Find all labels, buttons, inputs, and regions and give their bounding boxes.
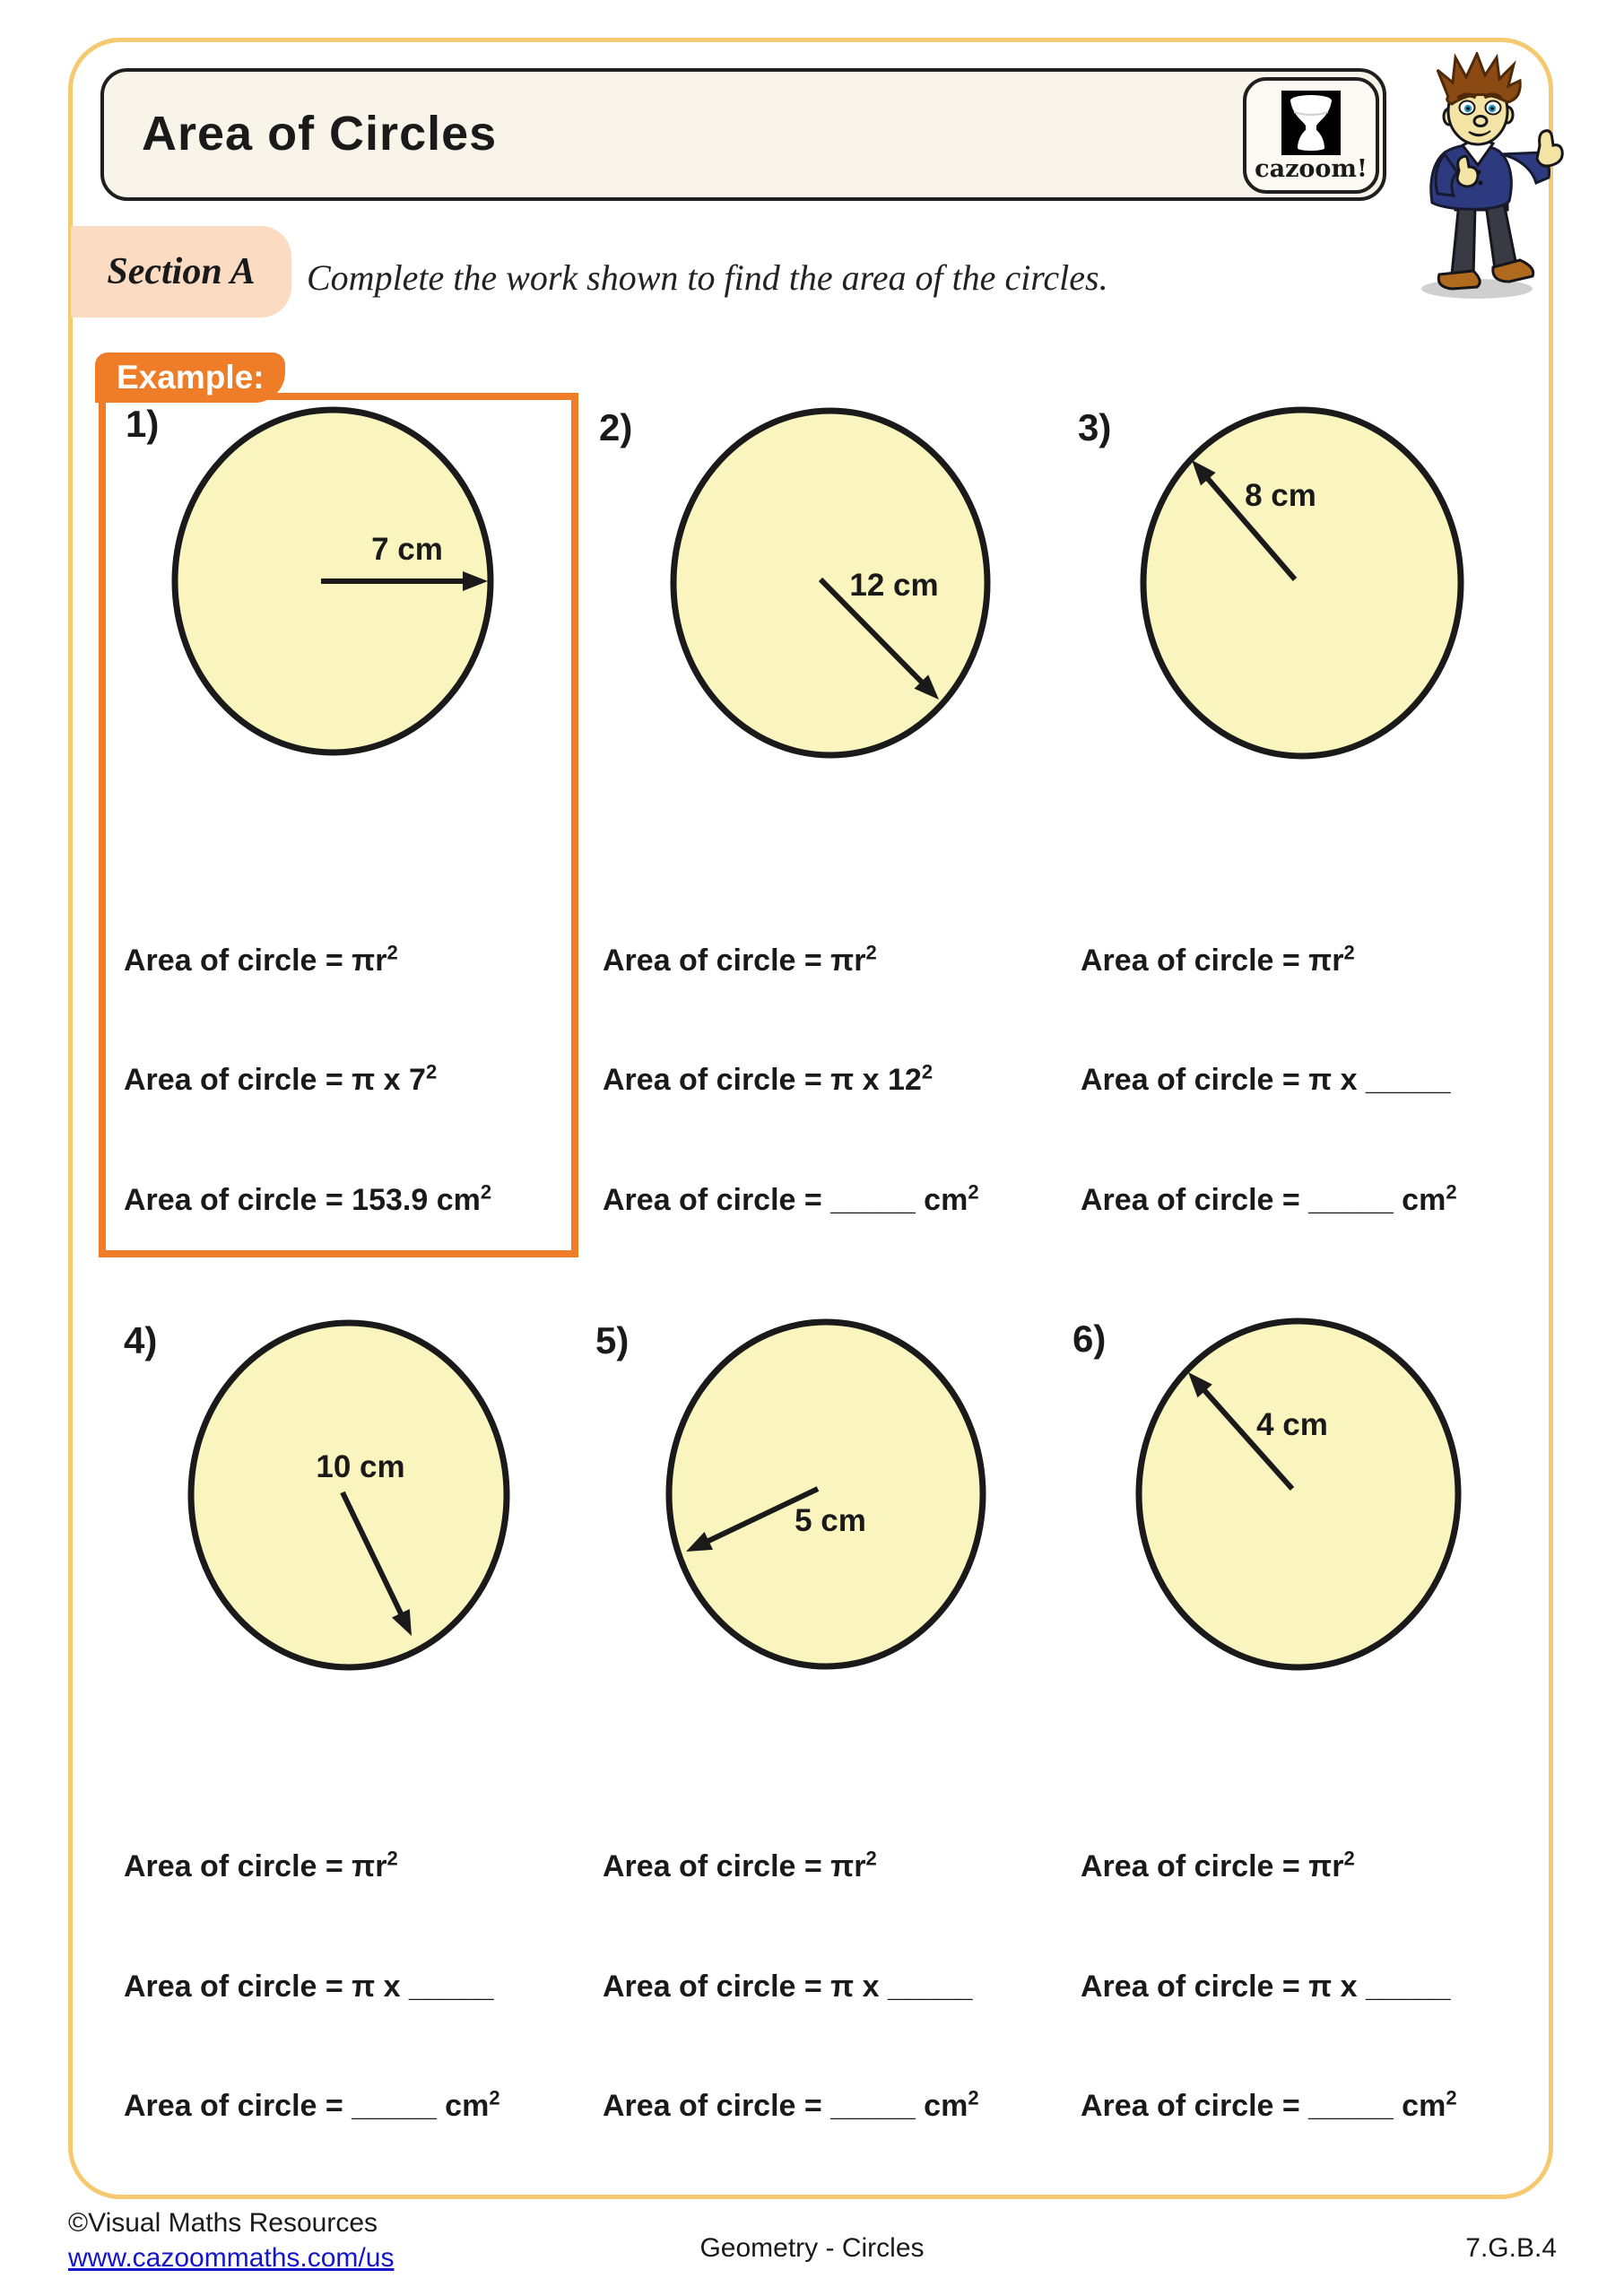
circle-shape bbox=[191, 1323, 507, 1667]
circle-figure bbox=[190, 1320, 511, 1672]
equation-line: Area of circle = _____ $cm^2$ bbox=[603, 2086, 979, 2123]
equation-line: Area of circle = _____ $cm^2$ bbox=[124, 2086, 500, 2123]
equation-line: Area of circle = π x $12^2$ bbox=[603, 1060, 934, 1097]
problem-number: 6) bbox=[1073, 1318, 1107, 1360]
equation-line: Area of circle = π x _____ bbox=[124, 1970, 494, 2004]
example-box bbox=[99, 393, 578, 1257]
equation-line: Area of circle = π x _____ bbox=[1081, 1063, 1451, 1097]
equation-line: Area of circle = $\pi r^2$ bbox=[124, 1847, 398, 1883]
equation-line: Area of circle = $\pi r^2$ bbox=[603, 1847, 877, 1883]
example-label: Example: bbox=[117, 359, 265, 396]
radius-label: 12 cm bbox=[849, 568, 939, 603]
radius-label: 5 cm bbox=[795, 1503, 866, 1538]
problem-number: 3) bbox=[1078, 406, 1112, 448]
problem-number: 5) bbox=[595, 1319, 630, 1361]
section-label: Section A bbox=[107, 251, 256, 292]
equation-line: Area of circle = π x $7^2$ bbox=[124, 1060, 438, 1097]
footer-website-link[interactable]: www.cazoommaths.com/us bbox=[68, 2243, 395, 2273]
circle-shape bbox=[1139, 1321, 1458, 1667]
radius-label: 7 cm bbox=[371, 532, 443, 567]
radius-label: 4 cm bbox=[1256, 1407, 1328, 1442]
circle-shape bbox=[673, 411, 987, 755]
radius-label: 10 cm bbox=[316, 1449, 405, 1484]
circle-shape bbox=[1143, 410, 1461, 756]
problem-number: 4) bbox=[124, 1319, 158, 1361]
equation-line: Area of circle = _____ $cm^2$ bbox=[1081, 2086, 1457, 2123]
problem-number: 2) bbox=[599, 406, 633, 448]
page-title: Area of Circles bbox=[142, 107, 498, 161]
cazoom-logo-text: cazoom! bbox=[1255, 154, 1368, 183]
djembe-drum-icon bbox=[1281, 91, 1341, 155]
equation-line: Area of circle = _____ $cm^2$ bbox=[1081, 1180, 1457, 1217]
equation-line: Area of circle = $\pi r^2$ bbox=[1081, 1847, 1355, 1883]
footer-standard-code: 7.G.B.4 bbox=[1465, 2233, 1557, 2263]
section-instruction: Complete the work shown to find the area of the circles. bbox=[307, 257, 1108, 298]
equation-line: Area of circle = $\pi r^2$ bbox=[603, 941, 877, 978]
circle-figure bbox=[1142, 405, 1465, 757]
circle-figure bbox=[672, 407, 991, 759]
example-badge bbox=[95, 352, 285, 403]
equation-line: Area of circle = _____ $cm^2$ bbox=[603, 1180, 979, 1217]
footer-copyright: ©Visual Maths Resources bbox=[68, 2208, 378, 2238]
circle-figure bbox=[1138, 1320, 1461, 1672]
equation-line: Area of circle = $\pi r^2$ bbox=[124, 941, 398, 978]
mascot-character-illustration bbox=[1376, 52, 1583, 312]
problem-number: 1) bbox=[126, 403, 160, 445]
circle-shape bbox=[669, 1322, 983, 1666]
cazoom-logo bbox=[1243, 77, 1379, 194]
equation-line: Area of circle = π x _____ bbox=[1081, 1970, 1451, 2004]
equation-line: Area of circle = 153.9 $cm^2$ bbox=[124, 1180, 492, 1217]
section-a-badge bbox=[71, 226, 291, 317]
equation-line: Area of circle = $\pi r^2$ bbox=[1081, 941, 1355, 978]
footer-topic: Geometry - Circles bbox=[699, 2233, 925, 2263]
circle-figure bbox=[667, 1320, 986, 1672]
radius-label: 8 cm bbox=[1245, 478, 1316, 513]
equation-line: Area of circle = π x _____ bbox=[603, 1970, 973, 2004]
